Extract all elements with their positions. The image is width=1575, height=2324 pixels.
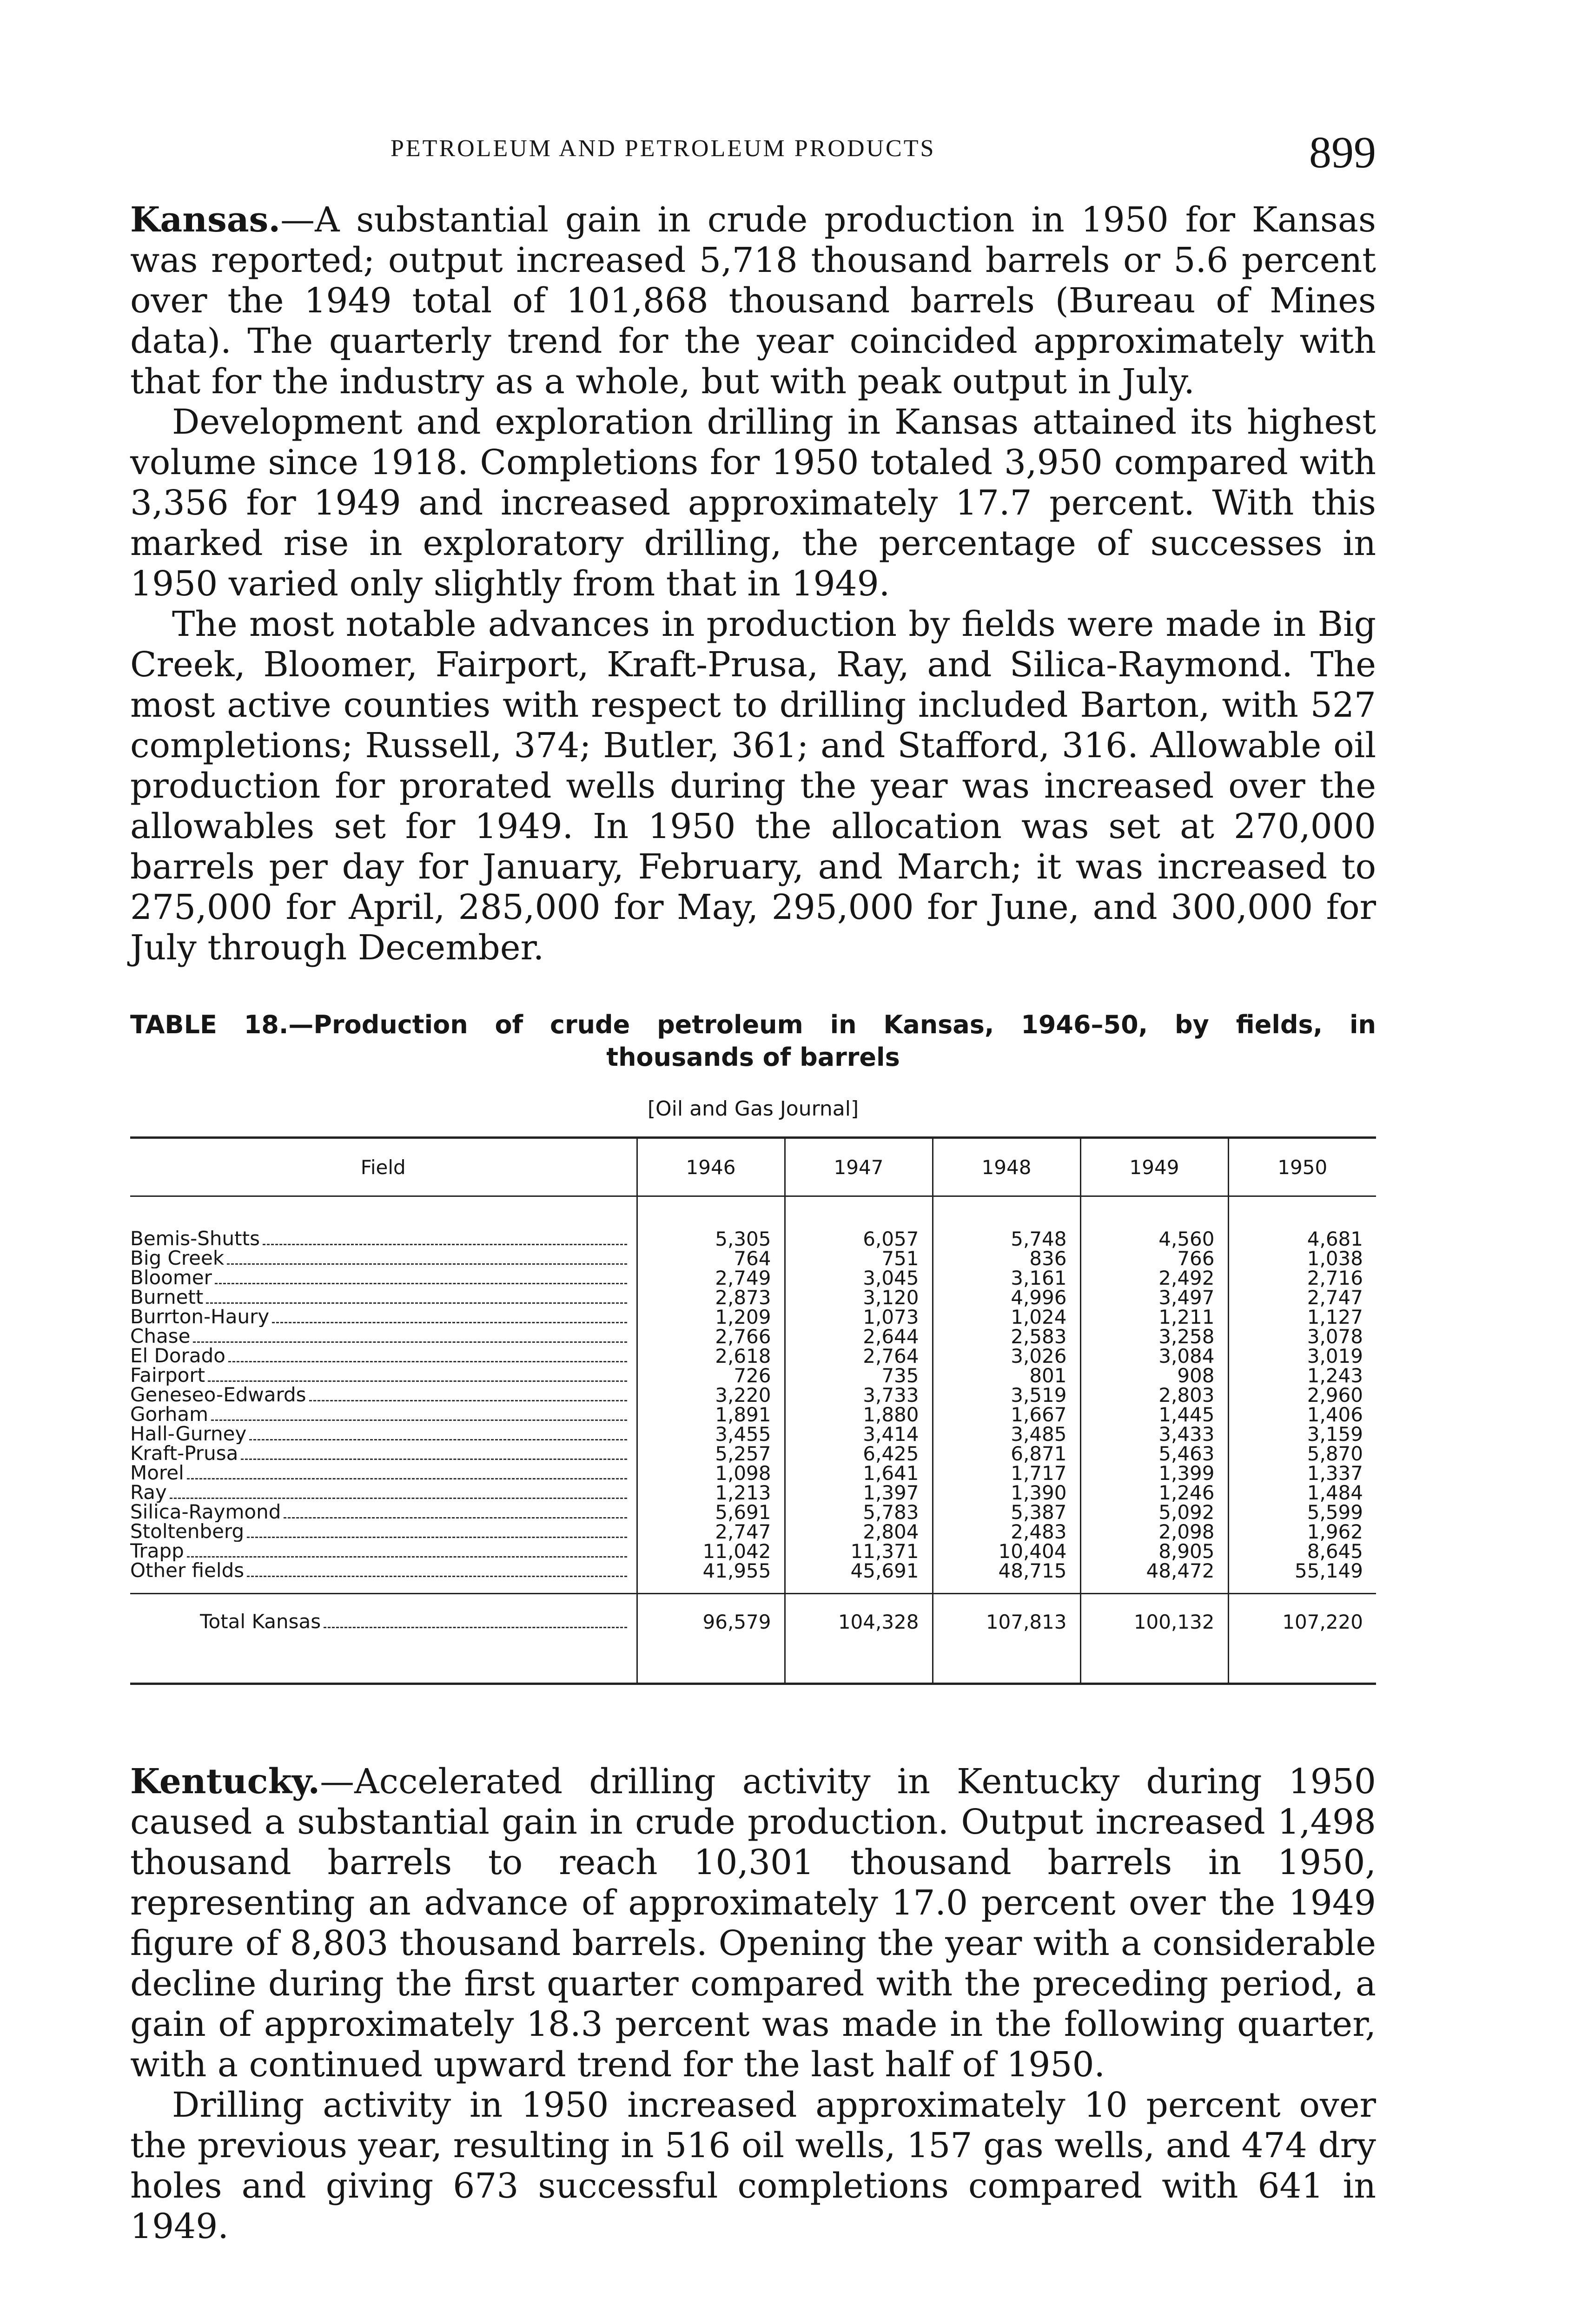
table-spacer (130, 1581, 1376, 1594)
column-header-1949: 1949 (1080, 1138, 1228, 1196)
value-cell-1948: 48,715 (933, 1561, 1080, 1581)
kentucky-heading: Kentucky. (130, 1762, 320, 1802)
table-row (130, 1288, 1376, 1307)
value-cell-1950: 1,484 (1228, 1483, 1376, 1503)
production-table (130, 1136, 1376, 1685)
field-name: Morel (130, 1464, 184, 1483)
column-header-1948: 1948 (933, 1138, 1080, 1196)
value-cell-1948: 2,483 (933, 1522, 1080, 1542)
field-cell (130, 1268, 637, 1288)
value-cell-1949: 3,497 (1080, 1288, 1228, 1307)
value-cell-1947: 1,641 (785, 1464, 933, 1483)
value-cell-1950: 1,406 (1228, 1405, 1376, 1425)
table-row (130, 1347, 1376, 1366)
field-cell (130, 1307, 637, 1327)
total-value-1947: 104,328 (785, 1594, 933, 1651)
kansas-paragraph-1-text: —A substantial gain in crude production in 1950 for Kansas was reported; output increased 5,718 thousand barrels or 5.6 percent over the 1949 total of 101,868 thousand barrels (Bureau of Mines data). The quarterly trend for the year coincided approximately with that for the industry as a whole, but with peak output in July. (130, 200, 1376, 402)
total-value-1950: 107,220 (1228, 1594, 1376, 1651)
value-cell-1950: 1,038 (1228, 1249, 1376, 1268)
field-name: Fairport (130, 1366, 205, 1386)
field-cell (130, 1542, 637, 1561)
value-cell-1947: 2,644 (785, 1327, 933, 1347)
value-cell-1949: 48,472 (1080, 1561, 1228, 1581)
field-cell (130, 1464, 637, 1483)
value-cell-1949: 2,803 (1080, 1386, 1228, 1405)
value-cell-1947: 751 (785, 1249, 933, 1268)
page-header (130, 126, 1376, 177)
value-cell-1946: 3,220 (637, 1386, 785, 1405)
value-cell-1946: 2,749 (637, 1268, 785, 1288)
kentucky-paragraph-1-text: —Accelerated drilling activity in Kentucky during 1950 caused a substantial gain in crude production. Output increased 1,498 thousand barrels to reach 10,301 thousand barrels in 1950, representing an advance of approximately 17.0 percent over the 1949 figure of 8,803 thousand barrels. Opening the year with a considerable decline during the first quarter compared with the preceding period, a gain of approximately 18.3 percent was made in the following quarter, with a continued upward trend for the last half of 1950. (130, 1762, 1376, 2085)
table-row (130, 1268, 1376, 1288)
field-name: Bemis-Shutts (130, 1229, 260, 1249)
table-row (130, 1386, 1376, 1405)
field-name: Ray (130, 1483, 167, 1503)
table-row (130, 1561, 1376, 1581)
page-number: 899 (1309, 127, 1376, 177)
value-cell-1947: 735 (785, 1366, 933, 1386)
value-cell-1948: 1,390 (933, 1483, 1080, 1503)
total-value-1949: 100,132 (1080, 1594, 1228, 1651)
field-name: Stoltenberg (130, 1522, 245, 1542)
value-cell-1950: 2,716 (1228, 1268, 1376, 1288)
value-cell-1947: 3,414 (785, 1425, 933, 1444)
kansas-heading: Kansas. (130, 200, 281, 240)
total-value-1946: 96,579 (637, 1594, 785, 1651)
value-cell-1946: 2,873 (637, 1288, 785, 1307)
value-cell-1947: 45,691 (785, 1561, 933, 1581)
value-cell-1948: 1,667 (933, 1405, 1080, 1425)
value-cell-1949: 1,211 (1080, 1307, 1228, 1327)
value-cell-1946: 41,955 (637, 1561, 785, 1581)
field-cell (130, 1444, 637, 1464)
field-name: Burrton-Haury (130, 1307, 270, 1327)
field-cell (130, 1425, 637, 1444)
running-title: PETROLEUM AND PETROLEUM PRODUCTS (390, 135, 936, 162)
total-value-1948: 107,813 (933, 1594, 1080, 1651)
table-row (130, 1483, 1376, 1503)
field-cell (130, 1229, 637, 1249)
column-header-1947: 1947 (785, 1138, 933, 1196)
value-cell-1948: 3,519 (933, 1386, 1080, 1405)
value-cell-1948: 2,583 (933, 1327, 1080, 1347)
value-cell-1949: 766 (1080, 1249, 1228, 1268)
value-cell-1948: 3,026 (933, 1347, 1080, 1366)
value-cell-1947: 3,120 (785, 1288, 933, 1307)
table-row (130, 1249, 1376, 1268)
kentucky-paragraph-1 (130, 1762, 1376, 2085)
table-row (130, 1307, 1376, 1327)
value-cell-1950: 55,149 (1228, 1561, 1376, 1581)
value-cell-1947: 3,733 (785, 1386, 933, 1405)
value-cell-1950: 1,243 (1228, 1366, 1376, 1386)
value-cell-1950: 3,019 (1228, 1347, 1376, 1366)
value-cell-1946: 5,257 (637, 1444, 785, 1464)
field-name: Trapp (130, 1542, 184, 1561)
value-cell-1949: 908 (1080, 1366, 1228, 1386)
kansas-paragraph-2: Development and exploration drilling in Kansas attained its highest volume since 1918. Completions for 1950 totaled 3,950 compared with 3,356 for 1949 and increased approximately 17.7 percent. With this marked rise in exploratory drilling, the percentage of successes in 1950 varied only slightly from that in 1949. (130, 402, 1376, 604)
table-row (130, 1327, 1376, 1347)
value-cell-1948: 3,485 (933, 1425, 1080, 1444)
value-cell-1947: 1,073 (785, 1307, 933, 1327)
value-cell-1950: 3,159 (1228, 1425, 1376, 1444)
column-header-1946: 1946 (637, 1138, 785, 1196)
value-cell-1947: 2,764 (785, 1347, 933, 1366)
table-row (130, 1464, 1376, 1483)
value-cell-1948: 5,387 (933, 1503, 1080, 1522)
value-cell-1947: 2,804 (785, 1522, 933, 1542)
value-cell-1948: 801 (933, 1366, 1080, 1386)
field-name: Bloomer (130, 1268, 212, 1288)
value-cell-1949: 2,492 (1080, 1268, 1228, 1288)
value-cell-1947: 5,783 (785, 1503, 933, 1522)
value-cell-1950: 4,681 (1228, 1229, 1376, 1249)
field-name: Other fields (130, 1561, 245, 1581)
value-cell-1948: 1,024 (933, 1307, 1080, 1327)
column-header-1950: 1950 (1228, 1138, 1376, 1196)
table-row (130, 1542, 1376, 1561)
value-cell-1949: 4,560 (1080, 1229, 1228, 1249)
value-cell-1949: 3,258 (1080, 1327, 1228, 1347)
table-caption-line-2: thousands of barrels (606, 1043, 900, 1072)
field-cell (130, 1327, 637, 1347)
table-caption (130, 1009, 1376, 1074)
table-header-row (130, 1138, 1376, 1196)
table-row (130, 1522, 1376, 1542)
total-field-cell (130, 1594, 637, 1651)
value-cell-1950: 1,127 (1228, 1307, 1376, 1327)
value-cell-1950: 8,645 (1228, 1542, 1376, 1561)
value-cell-1947: 6,425 (785, 1444, 933, 1464)
table-source: [Oil and Gas Journal] (647, 1097, 859, 1121)
table-spacer (130, 1196, 1376, 1230)
value-cell-1950: 1,962 (1228, 1522, 1376, 1542)
field-name: Geneseo-Edwards (130, 1386, 306, 1405)
table-row (130, 1425, 1376, 1444)
field-name: Hall-Gurney (130, 1425, 247, 1444)
value-cell-1948: 836 (933, 1249, 1080, 1268)
value-cell-1946: 11,042 (637, 1542, 785, 1561)
value-cell-1948: 1,717 (933, 1464, 1080, 1483)
value-cell-1950: 5,870 (1228, 1444, 1376, 1464)
value-cell-1946: 2,747 (637, 1522, 785, 1542)
value-cell-1946: 2,618 (637, 1347, 785, 1366)
value-cell-1946: 1,891 (637, 1405, 785, 1425)
field-name: Kraft-Prusa (130, 1444, 238, 1464)
field-cell (130, 1522, 637, 1542)
value-cell-1949: 2,098 (1080, 1522, 1228, 1542)
value-cell-1946: 764 (637, 1249, 785, 1268)
value-cell-1950: 2,747 (1228, 1288, 1376, 1307)
value-cell-1950: 5,599 (1228, 1503, 1376, 1522)
value-cell-1950: 2,960 (1228, 1386, 1376, 1405)
value-cell-1947: 1,397 (785, 1483, 933, 1503)
value-cell-1949: 8,905 (1080, 1542, 1228, 1561)
table-row (130, 1444, 1376, 1464)
value-cell-1949: 1,399 (1080, 1464, 1228, 1483)
table-row (130, 1366, 1376, 1386)
field-cell (130, 1483, 637, 1503)
value-cell-1947: 6,057 (785, 1229, 933, 1249)
field-cell (130, 1405, 637, 1425)
value-cell-1947: 11,371 (785, 1542, 933, 1561)
table-caption-line-1: TABLE 18.—Production of crude petroleum in Kansas, 1946–50, by fields, in (130, 1010, 1376, 1039)
value-cell-1949: 5,463 (1080, 1444, 1228, 1464)
value-cell-1946: 1,209 (637, 1307, 785, 1327)
value-cell-1950: 3,078 (1228, 1327, 1376, 1347)
value-cell-1948: 10,404 (933, 1542, 1080, 1561)
value-cell-1948: 4,996 (933, 1288, 1080, 1307)
kansas-paragraph-1 (130, 200, 1376, 402)
value-cell-1949: 3,084 (1080, 1347, 1228, 1366)
table-spacer (130, 1650, 1376, 1684)
field-name: Gorham (130, 1405, 209, 1425)
field-name: Silica-Raymond (130, 1503, 281, 1522)
field-cell (130, 1366, 637, 1386)
value-cell-1949: 5,092 (1080, 1503, 1228, 1522)
value-cell-1948: 6,871 (933, 1444, 1080, 1464)
value-cell-1946: 1,213 (637, 1483, 785, 1503)
field-name: Big Creek (130, 1249, 225, 1268)
value-cell-1946: 2,766 (637, 1327, 785, 1347)
table-total-row (130, 1594, 1376, 1651)
table-row (130, 1229, 1376, 1249)
kentucky-paragraph-2: Drilling activity in 1950 increased approximately 10 percent over the previous year, resulting in 516 oil wells, 157 gas wells, and 474 dry holes and giving 673 successful completions compared with 641 in 1949. (130, 2085, 1376, 2246)
field-cell (130, 1503, 637, 1522)
value-cell-1946: 726 (637, 1366, 785, 1386)
table-row (130, 1405, 1376, 1425)
field-cell (130, 1386, 637, 1405)
value-cell-1949: 1,445 (1080, 1405, 1228, 1425)
field-name: El Dorado (130, 1347, 225, 1366)
column-header-field: Field (130, 1138, 637, 1196)
field-name: Chase (130, 1327, 191, 1347)
value-cell-1946: 1,098 (637, 1464, 785, 1483)
value-cell-1948: 3,161 (933, 1268, 1080, 1288)
table-row (130, 1503, 1376, 1522)
value-cell-1949: 3,433 (1080, 1425, 1228, 1444)
value-cell-1949: 1,246 (1080, 1483, 1228, 1503)
kansas-section (130, 200, 1376, 968)
field-cell (130, 1347, 637, 1366)
value-cell-1950: 1,337 (1228, 1464, 1376, 1483)
field-name: Burnett (130, 1288, 204, 1307)
value-cell-1947: 3,045 (785, 1268, 933, 1288)
value-cell-1946: 3,455 (637, 1425, 785, 1444)
value-cell-1947: 1,880 (785, 1405, 933, 1425)
kansas-paragraph-3: The most notable advances in production by fields were made in Big Creek, Bloomer, Fairport, Kraft-Prusa, Ray, and Silica-Raymond. The most active counties with respect to drilling included Barton, with 527 completions; Russell, 374; Butler, 361; and Stafford, 316. Allowable oil production for prorated wells during the year was increased over the allowables set for 1949. In 1950 the allocation was set at 270,000 barrels per day for January, February, and March; it was increased to 275,000 for April, 285,000 for May, 295,000 for June, and 300,000 for July through December. (130, 604, 1376, 968)
total-label: Total Kansas (200, 1612, 321, 1632)
field-cell (130, 1561, 637, 1581)
field-cell (130, 1249, 637, 1268)
kentucky-section (130, 1762, 1376, 2247)
value-cell-1946: 5,305 (637, 1229, 785, 1249)
value-cell-1946: 5,691 (637, 1503, 785, 1522)
value-cell-1948: 5,748 (933, 1229, 1080, 1249)
field-cell (130, 1288, 637, 1307)
